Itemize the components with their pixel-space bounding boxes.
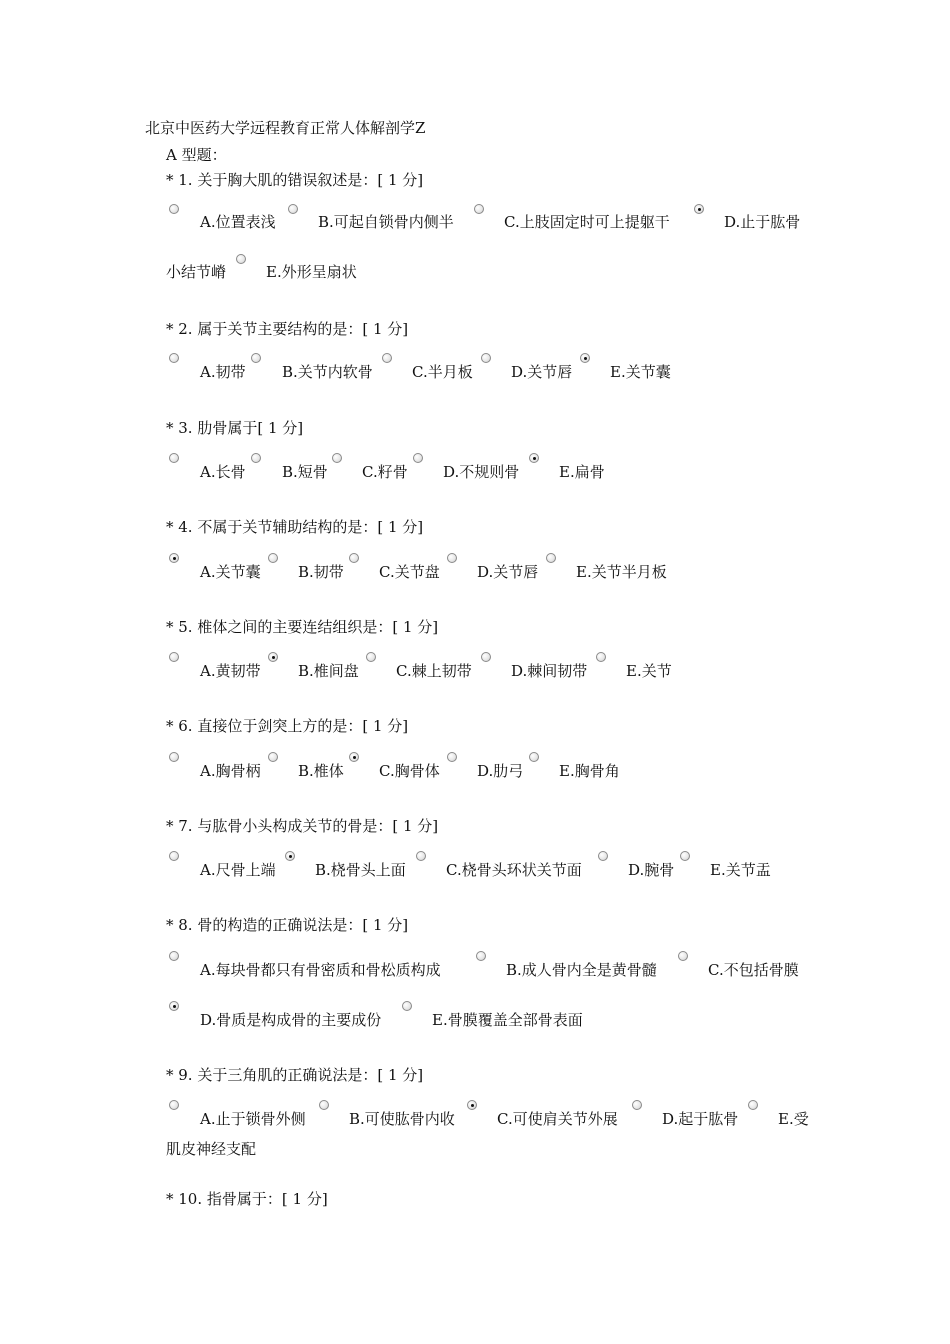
q4-option-d-label: D.关节唇	[477, 563, 539, 581]
q1-radio-c[interactable]	[474, 204, 484, 214]
q6-option-e-label: E.胸骨角	[559, 762, 620, 780]
q3-radio-c[interactable]	[332, 453, 342, 463]
q7-radio-d[interactable]	[598, 851, 608, 861]
q8-option-c-label: C.不包括骨膜	[708, 961, 799, 979]
q2-option-c-label: C.半月板	[412, 363, 473, 381]
q6-option-a-label: A.胸骨柄	[200, 762, 261, 780]
question-8-title: * 8. 骨的构造的正确说法是：[ 1 分]	[166, 916, 409, 934]
q9-option-c-label: C.可使肩关节外展	[497, 1110, 618, 1128]
q1-option-d-label-cont: 小结节嵴	[166, 263, 227, 281]
question-4-title: * 4. 不属于关节辅助结构的是：[ 1 分]	[166, 518, 424, 536]
q7-radio-b[interactable]	[285, 851, 295, 861]
q1-radio-d[interactable]	[694, 204, 704, 214]
q7-radio-e[interactable]	[680, 851, 690, 861]
q4-radio-b[interactable]	[268, 553, 278, 563]
q4-radio-c[interactable]	[349, 553, 359, 563]
q6-radio-c[interactable]	[349, 752, 359, 762]
q3-radio-d[interactable]	[413, 453, 423, 463]
q5-radio-b[interactable]	[268, 652, 278, 662]
q7-option-a-label: A.尺骨上端	[200, 861, 276, 879]
q2-option-e-label: E.关节囊	[610, 363, 671, 381]
q7-radio-a[interactable]	[169, 851, 179, 861]
q1-option-e-label: E.外形呈扇状	[266, 263, 357, 281]
q5-option-e-label: E.关节	[626, 662, 672, 680]
q8-option-a-label: A.每块骨都只有骨密质和骨松质构成	[200, 961, 441, 979]
q9-option-a-label: A.止于锁骨外侧	[200, 1110, 306, 1128]
question-7-title: * 7. 与肱骨小头构成关节的骨是：[ 1 分]	[166, 817, 439, 835]
q6-option-d-label: D.肋弓	[477, 762, 524, 780]
q8-option-d-label: D.骨质是构成骨的主要成份	[200, 1011, 382, 1029]
section-heading: A 型题：	[166, 146, 227, 164]
q8-radio-a[interactable]	[169, 951, 179, 961]
q1-radio-a[interactable]	[169, 204, 179, 214]
q3-radio-e[interactable]	[529, 453, 539, 463]
q3-radio-b[interactable]	[251, 453, 261, 463]
q4-option-a-label: A.关节囊	[200, 563, 261, 581]
q4-radio-a[interactable]	[169, 553, 179, 563]
q2-radio-e[interactable]	[580, 353, 590, 363]
question-10-title: * 10. 指骨属于：[ 1 分]	[166, 1190, 328, 1208]
q6-radio-e[interactable]	[529, 752, 539, 762]
q6-option-c-label: C.胸骨体	[379, 762, 440, 780]
q9-radio-b[interactable]	[319, 1100, 329, 1110]
q1-radio-b[interactable]	[288, 204, 298, 214]
q1-option-d-label: D.止于肱骨	[724, 213, 801, 231]
q3-option-d-label: D.不规则骨	[443, 463, 520, 481]
q2-option-d-label: D.关节唇	[511, 363, 573, 381]
question-6-title: * 6. 直接位于剑突上方的是：[ 1 分]	[166, 717, 409, 735]
q5-radio-d[interactable]	[481, 652, 491, 662]
q8-radio-b[interactable]	[476, 951, 486, 961]
q4-option-e-label: E.关节半月板	[576, 563, 667, 581]
q7-option-e-label: E.关节盂	[710, 861, 771, 879]
q3-radio-a[interactable]	[169, 453, 179, 463]
q7-option-c-label: C.桡骨头环状关节面	[446, 861, 582, 879]
q6-radio-b[interactable]	[268, 752, 278, 762]
q8-option-b-label: B.成人骨内全是黄骨髓	[506, 961, 657, 979]
q5-radio-e[interactable]	[596, 652, 606, 662]
q2-option-a-label: A.韧带	[200, 363, 246, 381]
q7-option-b-label: B.桡骨头上面	[315, 861, 406, 879]
q3-option-c-label: C.籽骨	[362, 463, 408, 481]
q9-radio-d[interactable]	[632, 1100, 642, 1110]
q5-radio-c[interactable]	[366, 652, 376, 662]
q6-radio-d[interactable]	[447, 752, 457, 762]
q5-option-c-label: C.棘上韧带	[396, 662, 472, 680]
q3-option-a-label: A.长骨	[200, 463, 246, 481]
q2-radio-d[interactable]	[481, 353, 491, 363]
q8-radio-c[interactable]	[678, 951, 688, 961]
question-1-title: * 1. 关于胸大肌的错误叙述是：[ 1 分]	[166, 171, 424, 189]
q9-radio-a[interactable]	[169, 1100, 179, 1110]
q9-option-e-label: E.受	[778, 1110, 809, 1128]
q6-option-b-label: B.椎体	[298, 762, 344, 780]
q1-option-c-label: C.上肢固定时可上提躯干	[504, 213, 670, 231]
question-5-title: * 5. 椎体之间的主要连结组织是：[ 1 分]	[166, 618, 439, 636]
q4-option-b-label: B.韧带	[298, 563, 344, 581]
q7-radio-c[interactable]	[416, 851, 426, 861]
q5-option-a-label: A.黄韧带	[200, 662, 261, 680]
q8-option-e-label: E.骨膜覆盖全部骨表面	[432, 1011, 583, 1029]
q3-option-b-label: B.短骨	[282, 463, 328, 481]
question-3-title: * 3. 肋骨属于[ 1 分]	[166, 419, 304, 437]
q7-option-d-label: D.腕骨	[628, 861, 675, 879]
q2-radio-c[interactable]	[382, 353, 392, 363]
q6-radio-a[interactable]	[169, 752, 179, 762]
q2-radio-b[interactable]	[251, 353, 261, 363]
question-2-title: * 2. 属于关节主要结构的是：[ 1 分]	[166, 320, 409, 338]
q9-option-e-label-cont: 肌皮神经支配	[166, 1140, 257, 1158]
q9-option-d-label: D.起于肱骨	[662, 1110, 739, 1128]
q9-option-b-label: B.可使肱骨内收	[349, 1110, 455, 1128]
q1-option-a-label: A.位置表浅	[200, 213, 276, 231]
q2-option-b-label: B.关节内软骨	[282, 363, 373, 381]
q4-radio-d[interactable]	[447, 553, 457, 563]
document-title: 北京中医药大学远程教育正常人体解剖学Z	[145, 119, 426, 137]
q8-radio-e[interactable]	[402, 1001, 412, 1011]
q8-radio-d[interactable]	[169, 1001, 179, 1011]
q5-option-d-label: D.棘间韧带	[511, 662, 588, 680]
q1-option-b-label: B.可起自锁骨内侧半	[318, 213, 454, 231]
q2-radio-a[interactable]	[169, 353, 179, 363]
q5-radio-a[interactable]	[169, 652, 179, 662]
q9-radio-c[interactable]	[467, 1100, 477, 1110]
q4-radio-e[interactable]	[546, 553, 556, 563]
q1-radio-e[interactable]	[236, 254, 246, 264]
q9-radio-e[interactable]	[748, 1100, 758, 1110]
q4-option-c-label: C.关节盘	[379, 563, 440, 581]
q3-option-e-label: E.扁骨	[559, 463, 605, 481]
question-9-title: * 9. 关于三角肌的正确说法是：[ 1 分]	[166, 1066, 424, 1084]
q5-option-b-label: B.椎间盘	[298, 662, 359, 680]
